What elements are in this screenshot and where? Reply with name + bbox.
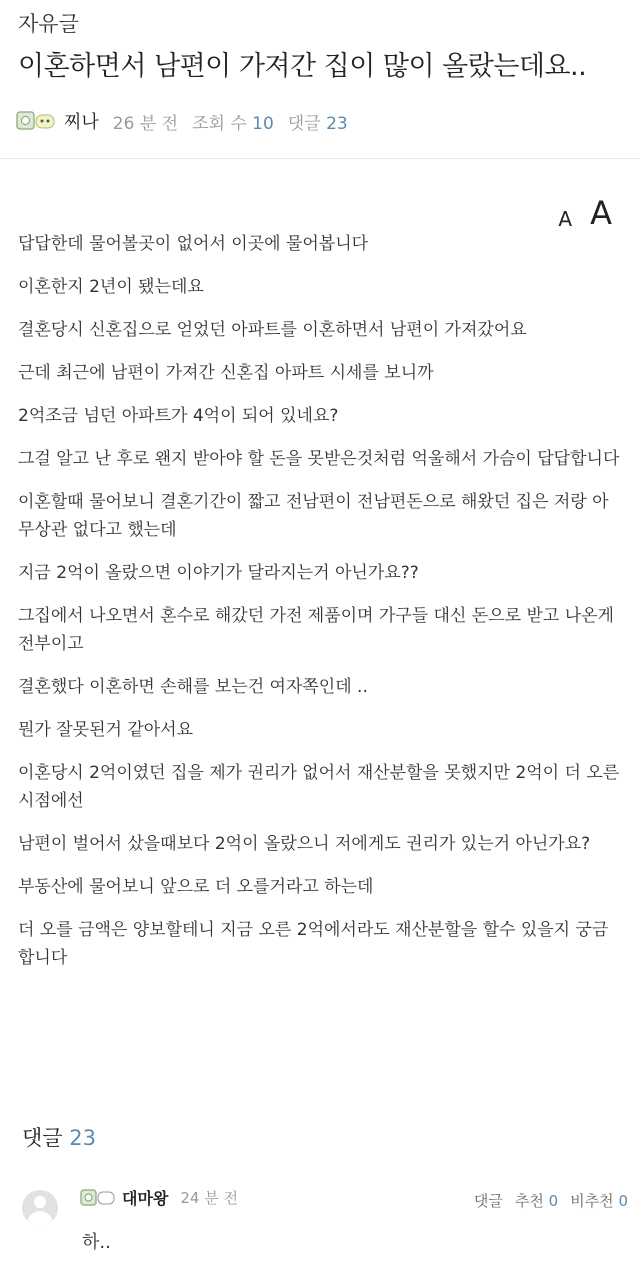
comment-time: 24 분 전	[180, 1189, 238, 1207]
level-badge-icon	[16, 110, 56, 132]
body-paragraph: 뭔가 잘못된거 같아서요	[18, 720, 194, 740]
body-paragraph: 그집에서 나오면서 혼수로 해갔던 가전 제품이며 가구들 대신 돈으로 받고 나온게 전부이고	[18, 606, 614, 654]
comment-header	[80, 1186, 238, 1209]
view-count: 조회 수 10	[192, 113, 274, 134]
body-paragraph: 지금 2억이 올랐으면 이야기가 달라지는거 아닌가요??	[18, 563, 419, 583]
body-paragraph: 이혼할때 물어보니 결혼기간이 짧고 전남편이 전남편돈으로 해왔던 집은 저랑 아무상관 없다고 했는데	[18, 492, 609, 540]
font-increase-button[interactable]: A	[590, 194, 612, 232]
post-category[interactable]: 자유글	[18, 12, 79, 36]
body-paragraph: 답답한데 물어볼곳이 없어서 이곳에 물어봅니다	[18, 234, 369, 254]
level-badge-icon	[80, 1188, 116, 1208]
body-paragraph: 더 오를 금액은 양보할테니 지금 오른 2억에서라도 재산분할을 할수 있을지 궁금합니다	[18, 920, 609, 968]
post-title: 이혼하면서 남편이 가져간 집이 많이 올랐는데요..	[18, 51, 587, 82]
body-paragraph: 남편이 벌어서 샀을때보다 2억이 올랐으니 저에게도 권리가 있는거 아닌가요?	[18, 834, 591, 854]
post-body	[18, 230, 622, 987]
comment-text: 하..	[82, 1232, 111, 1253]
body-paragraph: 이혼당시 2억이였던 집을 제가 권리가 없어서 재산분할을 못했지만 2억이 더 오른 시점에선	[18, 763, 620, 811]
body-paragraph: 그걸 알고 난 후로 왠지 받아야 할 돈을 못받은것처럼 억울해서 가슴이 답답합니다	[18, 449, 620, 469]
body-paragraph: 2억조금 넘던 아파트가 4억이 되어 있네요?	[18, 406, 339, 426]
body-paragraph: 이혼한지 2년이 됐는데요	[18, 277, 204, 297]
post-meta	[16, 106, 362, 136]
body-paragraph: 근데 최근에 남편이 가져간 신혼집 아파트 시세를 보니까	[18, 363, 434, 383]
comment-actions	[474, 1190, 628, 1211]
body-paragraph: 부동산에 물어보니 앞으로 더 오를거라고 하는데	[18, 877, 374, 897]
body-paragraph: 결혼했다 이혼하면 손해를 보는건 여자쪽인데 ..	[18, 677, 368, 697]
comment-item	[0, 1176, 640, 1280]
comment-author[interactable]: 대마왕	[122, 1189, 169, 1208]
post-author[interactable]: 찌나	[64, 112, 99, 133]
upvote-button[interactable]: 추천 0	[514, 1192, 559, 1210]
downvote-button[interactable]: 비추천 0	[570, 1192, 628, 1210]
header-divider	[0, 158, 640, 159]
font-size-controls	[558, 196, 612, 230]
body-paragraph: 결혼당시 신혼집으로 얻었던 아파트를 이혼하면서 남편이 가져갔어요	[18, 320, 527, 340]
comment-count[interactable]: 댓글 23	[287, 113, 348, 134]
post-time: 26 분 전	[112, 113, 179, 134]
user-avatar-icon	[22, 1190, 58, 1226]
reply-button[interactable]: 댓글	[473, 1192, 503, 1210]
comments-header: 댓글 23	[22, 1126, 96, 1150]
font-decrease-button[interactable]: A	[558, 207, 573, 231]
